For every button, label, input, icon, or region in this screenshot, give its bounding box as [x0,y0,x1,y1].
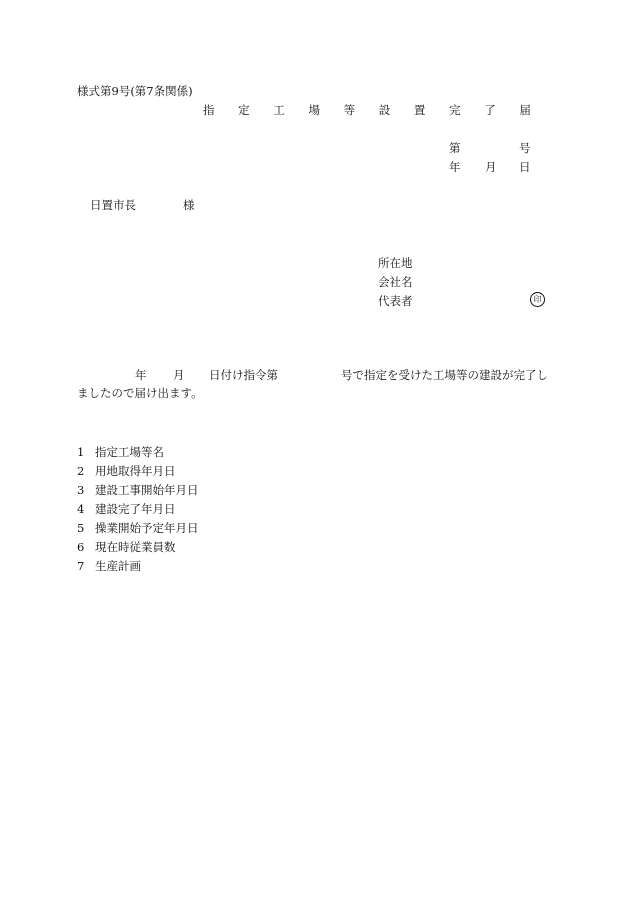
item-number: 2 [77,464,85,478]
addressee-name: 日置市長 [90,198,136,212]
address-label: 所在地 [378,256,413,270]
body-rest: 号で指定を受けた工場等の建設が完了し [341,368,548,382]
list-item [77,557,199,576]
form-id: 様式第9号(第7条関係) [77,84,193,98]
applicant-block [378,254,413,311]
list-item [77,481,199,500]
item-number: 7 [77,559,85,573]
seal-mark: 印 [530,292,545,307]
body-day-text: 日付け指令第 [209,368,278,382]
doc-number-prefix: 第 [449,141,461,155]
body-line-2: ましたので届け出ます。 [77,386,203,400]
list-item [77,462,199,481]
date-day-label: 日 [519,160,531,174]
body-year: 年 [135,368,147,382]
date-month-label: 月 [485,160,497,174]
list-item [77,443,199,462]
item-number: 5 [77,521,85,535]
document-title: 指 定 工 場 等 設 置 完 了 届 [203,103,541,117]
item-number: 3 [77,483,85,497]
date-year-label: 年 [449,160,461,174]
item-label: 用地取得年月日 [95,464,176,478]
body-month: 月 [173,368,185,382]
item-number: 1 [77,445,85,459]
item-number: 6 [77,540,85,554]
list-item [77,519,199,538]
company-label: 会社名 [378,275,413,289]
item-number: 4 [77,502,85,516]
list-item [77,538,199,557]
body-line-1 [77,368,561,382]
item-label: 操業開始予定年月日 [95,521,199,535]
item-label: 指定工場等名 [95,445,164,459]
item-label: 建設工事開始年月日 [95,483,199,497]
doc-number-suffix: 号 [519,141,531,155]
list-item [77,500,199,519]
item-label: 建設完了年月日 [95,502,176,516]
representative-label: 代表者 [378,294,413,308]
item-list [77,443,199,576]
addressee-honorific: 様 [183,198,195,212]
item-label: 現在時従業員数 [95,540,176,554]
item-label: 生産計画 [95,559,141,573]
